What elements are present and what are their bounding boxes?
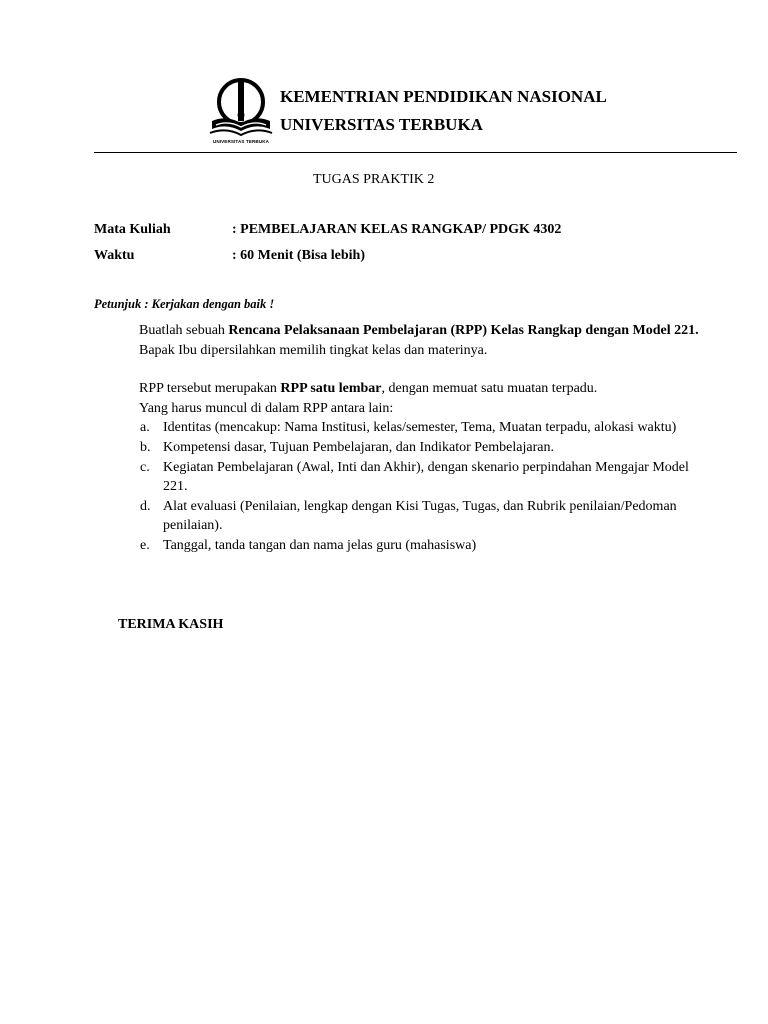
task-lead-text: Buatlah sebuah: [139, 323, 229, 338]
instruction-line: Petunjuk : Kerjakan dengan baik !: [94, 297, 275, 311]
rpp-paragraph: [139, 379, 699, 419]
university-logo: [208, 77, 274, 147]
document-title: TUGAS PRAKTIK 2: [313, 172, 435, 187]
list-item-text: Kegiatan Pembelajaran (Awal, Inti dan Akhir), dengan skenario perpindahan Mengajar Model 221.: [163, 460, 689, 494]
list-marker: c.: [140, 460, 150, 475]
meta-value-course: : PEMBELAJARAN KELAS RANGKAP/ PDGK 4302: [232, 222, 562, 237]
header-divider: [94, 152, 737, 153]
list-marker: a.: [140, 420, 150, 435]
list-marker: e.: [140, 538, 150, 553]
list-item: [139, 438, 699, 457]
rpp-lead-text: RPP tersebut merupakan: [139, 381, 281, 396]
university-name: UNIVERSITAS TERBUKA: [280, 115, 483, 134]
list-item: [139, 458, 699, 496]
list-item-text: Tanggal, tanda tangan dan nama jelas guru (mahasiswa): [163, 538, 477, 553]
rpp-requirements-intro: Yang harus muncul di dalam RPP antara lain:: [139, 401, 394, 416]
list-marker: b.: [140, 440, 151, 455]
task-bold-text: Rencana Pelaksanaan Pembelajaran (RPP) Kelas Rangkap dengan Model 221.: [228, 323, 699, 338]
ut-emblem-icon: [208, 77, 274, 139]
list-item: [139, 536, 699, 555]
list-item-text: Alat evaluasi (Penilaian, lengkap dengan Kisi Tugas, Tugas, dan Rubrik penilaian/Pedoman penilaian).: [163, 499, 677, 533]
list-item-text: Identitas (mencakup: Nama Institusi, kelas/semester, Tema, Muatan terpadu, alokasi waktu): [163, 420, 677, 435]
meta-label-course: Mata Kuliah: [94, 222, 171, 237]
list-marker: d.: [140, 499, 151, 514]
list-item-text: Kompetensi dasar, Tujuan Pembelajaran, dan Indikator Pembelajaran.: [163, 440, 554, 455]
meta-label-time: Waktu: [94, 248, 135, 263]
closing-text: TERIMA KASIH: [118, 617, 224, 632]
list-item: [139, 418, 699, 437]
ministry-name: KEMENTRIAN PENDIDIKAN NASIONAL: [280, 87, 607, 106]
list-item: [139, 497, 699, 535]
rpp-rest-text: , dengan memuat satu muatan terpadu.: [381, 381, 598, 396]
rpp-bold-text: RPP satu lembar: [280, 381, 382, 396]
meta-value-time: : 60 Menit (Bisa lebih): [232, 248, 365, 263]
requirements-list: [139, 418, 699, 556]
logo-caption: UNIVERSITAS TERBUKA: [212, 139, 270, 144]
task-rest-text: Bapak Ibu dipersilahkan memilih tingkat kelas dan materinya.: [139, 343, 488, 358]
task-paragraph: [139, 321, 699, 361]
